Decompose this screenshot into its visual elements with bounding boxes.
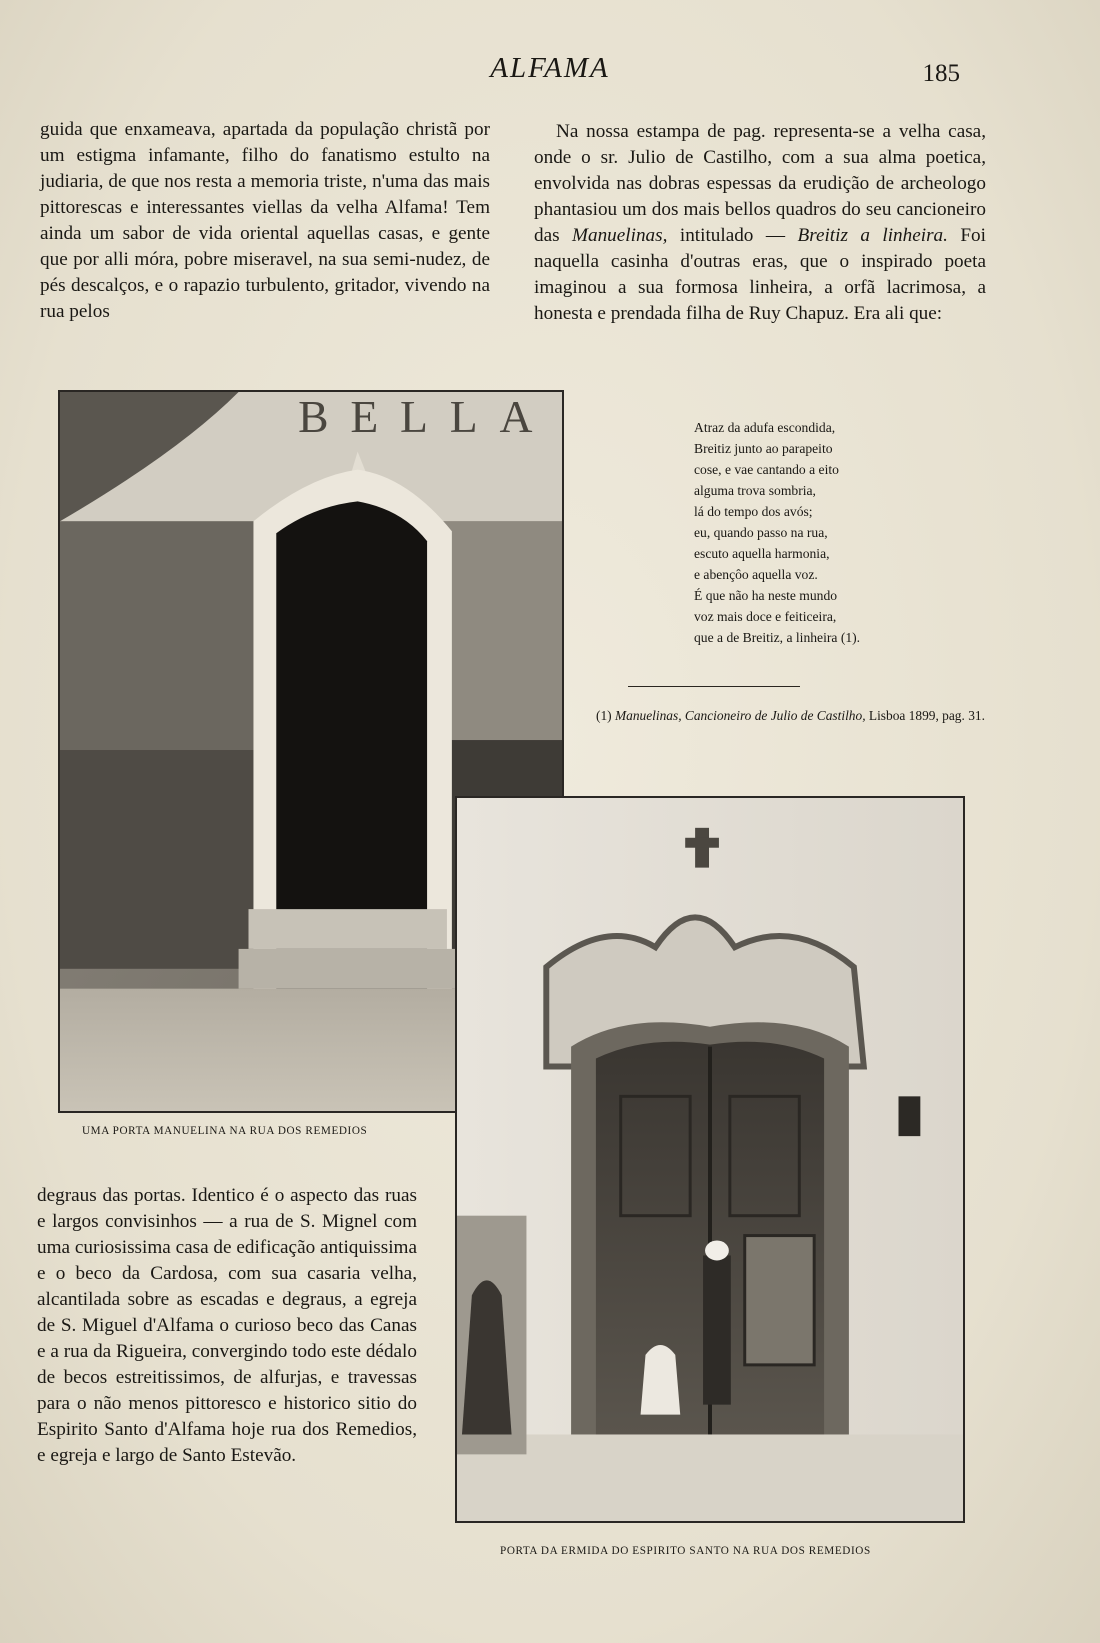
paragraph: degraus das portas. Identico é o aspecto das ruas e largos convisinhos — a rua de S. Mignel com uma curiosissima casa de edificação antiquissima e o beco da Cardosa, com sua casaria velha, alcantilada sobre as escadas e degraus, a egreja de S. Miguel d'Alfama o curioso beco das Canas e a rua da Rigueira, convergindo todo este dédalo de becos estreitissimos, de alfurjas, e travessas para o não menos pittoresco e historico sitio do Espirito Santo d'Alfama hoje rua dos Remedios, e egreja e largo de Santo Estevão. xyxy=(37,1185,417,1466)
poem-line: voz mais doce e feiticeira, xyxy=(694,609,837,624)
page-number: 185 xyxy=(922,60,960,87)
poem-title: Breitiz a linheira. xyxy=(797,225,948,246)
photo-caption: PORTA DA ERMIDA DO ESPIRITO SANTO NA RUA DOS REMEDIOS xyxy=(500,1545,871,1557)
photo-caption: UMA PORTA MANUELINA NA RUA DOS REMEDIOS xyxy=(82,1125,368,1137)
poem-line: cose, e vae cantando a eito xyxy=(694,462,839,477)
poem-line: Breitiz junto ao parapeito xyxy=(694,441,833,456)
poem-line: lá do tempo dos avós; xyxy=(694,504,813,519)
poem-line: alguma trova sombria, xyxy=(694,483,816,498)
hermitage-photograph xyxy=(457,798,963,1521)
running-title: ALFAMA xyxy=(490,52,610,84)
poem-line: Atraz da adufa escondida, xyxy=(694,420,836,435)
poem-line: que a de Breitiz, a linheira (1). xyxy=(694,630,861,645)
poem-line: escuto aquella harmonia, xyxy=(694,546,830,561)
text-span: intitulado — xyxy=(667,225,798,246)
poem-line: É que não ha neste mundo xyxy=(694,588,838,603)
text-span: Foi naquella casinha d'outras eras, que o inspirado poeta imaginou a sua formosa linheira, a orfã lacrimosa, a honesta e prendada filha de Ruy Chapuz. Era ali que: xyxy=(534,225,986,324)
footnote-citation: Manuelinas, Cancioneiro de Julio de Castilho, xyxy=(614,708,866,723)
poem-quotation xyxy=(694,417,994,648)
book-title: Manuelinas, xyxy=(572,225,668,246)
paragraph xyxy=(534,119,986,327)
footnote xyxy=(596,706,986,725)
photo-hermitage-doorway xyxy=(455,796,965,1523)
footnote-marker: (1) xyxy=(596,708,612,723)
paragraph: guida que enxameava, apartada da população christã por um estigma infamante, filho do fanatismo estulto na judiaria, de que nos resta a memoria triste, n'uma das mais pittorescas e interessantes viellas da velha Alfama! Tem ainda um sabor de vida oriental aquellas casas, e gente que por alli móra, pobre miseravel, na sua semi-nudez, de pés descalços, e o rapazio turbulento, gritador, vivendo na rua pelos xyxy=(40,119,490,322)
footnote-text: Lisboa 1899, pag. 31. xyxy=(865,708,985,723)
left-column-bottom-text xyxy=(37,1183,417,1469)
left-column-top-text xyxy=(40,117,490,325)
right-column-top-text xyxy=(534,119,986,327)
poem-line: eu, quando passo na rua, xyxy=(694,525,828,540)
poem-line: e abençôo aquella voz. xyxy=(694,567,818,582)
wall-lettering: BELLA xyxy=(298,392,555,442)
text-span: Na nossa estampa de pag. representa-se a velha casa, onde o sr. Julio de Castilho, com a sua alma poetica, envolvida nas dobras espessas da erudição de archeologo phantasiou um dos mais bellos quadros do seu cancioneiro das xyxy=(534,121,986,246)
footnote-rule xyxy=(628,686,800,687)
